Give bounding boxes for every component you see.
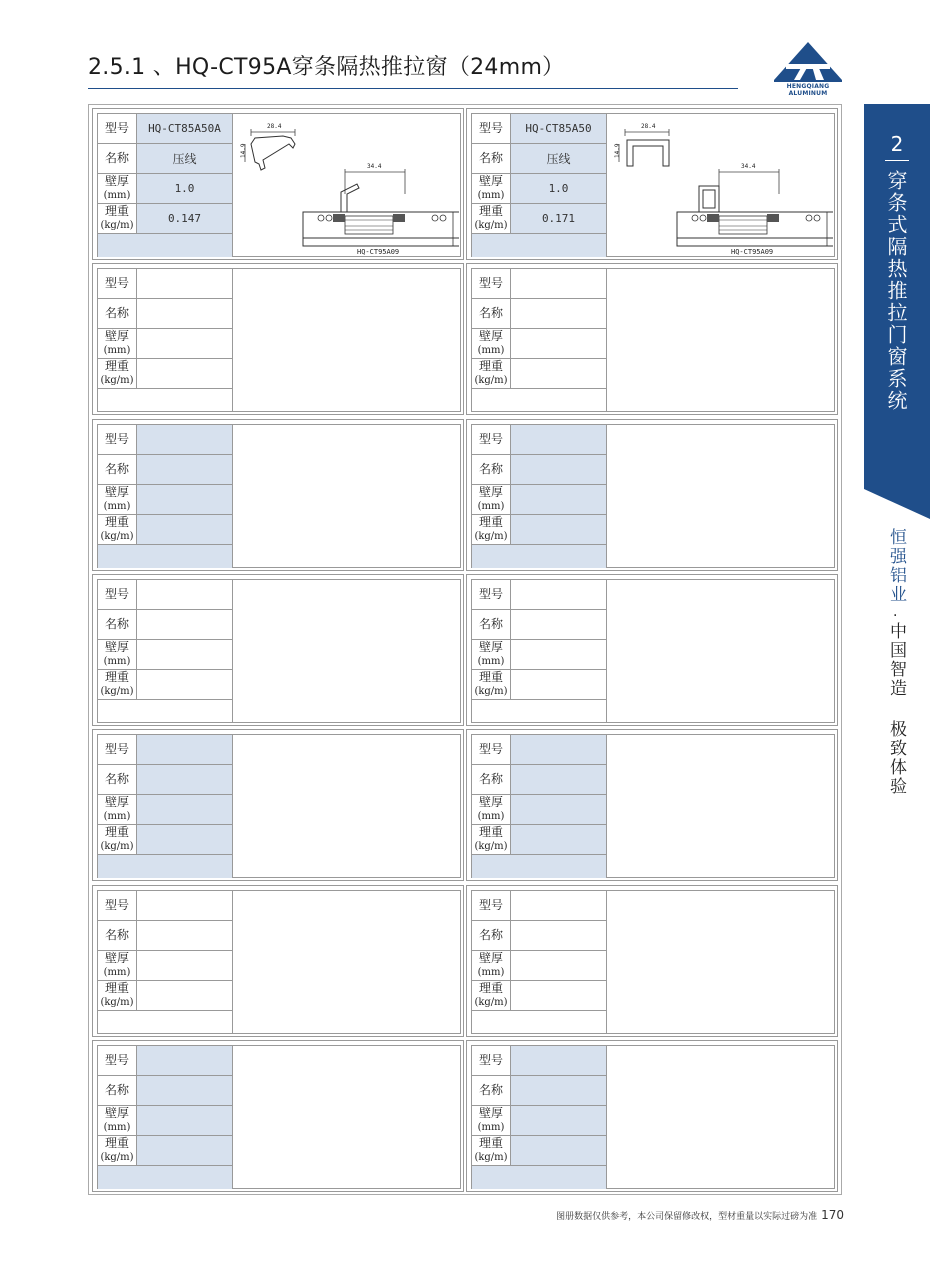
dim-side: 14.9 [240,143,247,158]
spec-table [97,113,233,257]
model-label: 型号 [472,735,511,765]
thickness-label [472,1106,511,1136]
weight-label-text: 理重 [104,825,129,839]
thickness-label-text: 壁厚 [478,951,503,965]
thickness-label [98,640,137,670]
weight-label-text: 理重 [478,1136,503,1150]
weight-unit: (kg/m) [474,1152,508,1163]
profile-drawing-area [607,734,835,878]
thickness-label [472,795,511,825]
thickness-value: 1.0 [511,174,607,204]
thickness-label [98,174,137,204]
name-label: 名称 [98,765,137,795]
weight-label-text: 理重 [478,670,503,684]
thickness-unit: (mm) [103,501,131,512]
spec-table [471,113,607,257]
thickness-label [98,951,137,981]
profile-card [466,885,838,1037]
spec-table [471,424,607,568]
profile-card [92,263,464,415]
spec-table-footer [98,234,233,257]
spec-table [471,1045,607,1189]
profile-drawing-area [233,1045,461,1189]
model-label: 型号 [98,580,137,610]
spec-table [471,890,607,1034]
thickness-unit: (mm) [477,656,505,667]
model-label: 型号 [472,114,511,144]
model-value [137,735,233,765]
slogan-tagline: 中国智造 极致体验 [886,622,906,796]
thickness-label [98,329,137,359]
spec-table-footer [472,234,607,257]
weight-value [137,825,233,855]
weight-label-text: 理重 [104,359,129,373]
thickness-label [472,485,511,515]
spec-table [97,579,233,723]
dim-top: 28.4 [641,123,656,130]
thickness-label-text: 壁厚 [104,174,129,188]
profile-drawing-area [233,424,461,568]
profile-card [92,574,464,726]
weight-label-text: 理重 [104,204,129,218]
clip-profile-drawing [614,123,669,166]
name-value [137,765,233,795]
profile-drawing-area [607,1045,835,1189]
model-value: HQ-CT85A50 [511,114,607,144]
thickness-label-text: 壁厚 [478,329,503,343]
thickness-value: 1.0 [137,174,233,204]
weight-unit: (kg/m) [100,997,134,1008]
thickness-label-text: 壁厚 [104,795,129,809]
profile-section-drawing [233,114,459,256]
name-label: 名称 [472,1076,511,1106]
spec-table-footer [98,389,233,412]
spec-table [471,579,607,723]
weight-value [511,981,607,1011]
profile-drawing-area [233,579,461,723]
spec-table-footer [472,700,607,723]
weight-label [472,359,511,389]
weight-value [137,981,233,1011]
profile-drawing-area [233,734,461,878]
thickness-label-text: 壁厚 [478,795,503,809]
thickness-unit: (mm) [477,190,505,201]
weight-unit: (kg/m) [474,997,508,1008]
thickness-value [511,640,607,670]
weight-unit: (kg/m) [474,841,508,852]
model-label: 型号 [472,580,511,610]
weight-value [511,1136,607,1166]
model-label: 型号 [472,891,511,921]
spec-table-footer [472,855,607,878]
name-label: 名称 [98,455,137,485]
weight-unit: (kg/m) [474,531,508,542]
weight-unit: (kg/m) [474,220,508,231]
name-label: 名称 [98,299,137,329]
thickness-label-text: 壁厚 [478,485,503,499]
profile-section-drawing [607,114,833,256]
spec-table-footer [98,1166,233,1189]
weight-value: 0.171 [511,204,607,234]
weight-label [98,670,137,700]
thickness-value [511,329,607,359]
dim-side: 14.9 [614,143,621,158]
weight-unit: (kg/m) [100,375,134,386]
spec-table [97,1045,233,1189]
profile-card [466,729,838,881]
footer-note: 图册数据仅供参考，本公司保留修改权，型材重量以实际过磅为准 [556,1212,818,1222]
weight-label [98,204,137,234]
thickness-label [472,329,511,359]
model-value [137,1046,233,1076]
spec-table-footer [472,389,607,412]
weight-value [511,825,607,855]
model-value [511,1046,607,1076]
thickness-label-text: 壁厚 [104,329,129,343]
chapter-divider [885,160,909,161]
weight-unit: (kg/m) [100,686,134,697]
weight-unit: (kg/m) [474,375,508,386]
thickness-unit: (mm) [103,811,131,822]
spec-table-footer [472,545,607,568]
model-label: 型号 [472,425,511,455]
weight-value [511,515,607,545]
model-value [137,425,233,455]
weight-label [472,515,511,545]
model-label: 型号 [98,269,137,299]
title-underline [88,88,738,89]
name-value [511,299,607,329]
thickness-value [511,1106,607,1136]
model-value: HQ-CT85A50A [137,114,233,144]
model-value [137,891,233,921]
model-label: 型号 [98,425,137,455]
page-number: 170 [821,1208,844,1222]
name-label: 名称 [472,455,511,485]
name-value [137,299,233,329]
profile-card [466,574,838,726]
name-label: 名称 [98,610,137,640]
chapter-title: 穿条式隔热推拉门窗系统 [884,170,908,412]
thickness-unit: (mm) [103,345,131,356]
frame-profile-drawing [303,163,459,256]
thickness-label-text: 壁厚 [104,485,129,499]
dim-mid: 34.4 [367,163,382,170]
weight-label-text: 理重 [104,515,129,529]
thickness-label-text: 壁厚 [478,1106,503,1120]
name-label: 名称 [98,921,137,951]
weight-value: 0.147 [137,204,233,234]
weight-label [472,825,511,855]
weight-label-text: 理重 [104,1136,129,1150]
weight-value [137,670,233,700]
name-value [137,610,233,640]
weight-label [98,825,137,855]
model-value [511,269,607,299]
page-footer [520,1208,844,1222]
weight-unit: (kg/m) [474,686,508,697]
weight-label-text: 理重 [478,981,503,995]
thickness-unit: (mm) [103,967,131,978]
spec-table-footer [98,700,233,723]
profile-drawing-area [607,890,835,1034]
weight-label [472,1136,511,1166]
profile-card [466,263,838,415]
profile-card [466,1040,838,1192]
thickness-label-text: 壁厚 [478,640,503,654]
name-value [511,1076,607,1106]
weight-value [511,359,607,389]
weight-label-text: 理重 [104,670,129,684]
weight-unit: (kg/m) [100,841,134,852]
part-label: HQ-CT95A09 [357,248,400,256]
profile-drawing-area [607,268,835,412]
profile-card [92,1040,464,1192]
name-value [137,921,233,951]
profile-card [466,419,838,571]
name-label: 名称 [472,610,511,640]
profile-drawing-area [607,424,835,568]
thickness-label [98,1106,137,1136]
spec-table [97,890,233,1034]
spec-table [97,734,233,878]
name-value [511,455,607,485]
weight-value [137,1136,233,1166]
weight-unit: (kg/m) [100,220,134,231]
thickness-value [137,1106,233,1136]
model-value [137,269,233,299]
clip-profile-drawing [240,123,295,170]
name-value [511,921,607,951]
frame-profile-drawing [677,163,833,256]
thickness-value [137,951,233,981]
model-value [511,735,607,765]
weight-label [98,1136,137,1166]
weight-label [472,204,511,234]
thickness-unit: (mm) [477,501,505,512]
profile-drawing-area [607,113,835,257]
spec-table-footer [472,1011,607,1034]
logo-wordmark: HENGQIANG ALUMINUM [786,83,830,97]
thickness-value [511,795,607,825]
slogan-brand: 恒强铝业 [886,528,906,604]
profile-drawing-area [607,579,835,723]
weight-label [472,670,511,700]
thickness-unit: (mm) [103,1122,131,1133]
thickness-label-text: 壁厚 [104,1106,129,1120]
thickness-label [472,951,511,981]
model-label: 型号 [98,891,137,921]
thickness-value [511,485,607,515]
profile-drawing-area [233,890,461,1034]
spec-table [471,734,607,878]
profile-card [92,885,464,1037]
spec-table [471,268,607,412]
thickness-value [137,329,233,359]
model-label: 型号 [98,114,137,144]
weight-label-text: 理重 [478,825,503,839]
weight-unit: (kg/m) [100,1152,134,1163]
weight-label-text: 理重 [478,359,503,373]
name-value: 压线 [137,144,233,174]
profile-drawing-area [233,113,461,257]
thickness-value [137,485,233,515]
thickness-unit: (mm) [103,190,131,201]
spec-table-footer [98,855,233,878]
weight-label [472,981,511,1011]
thickness-label-text: 壁厚 [104,951,129,965]
model-value [137,580,233,610]
page-title: 2.5.1 、HQ-CT95A穿条隔热推拉窗（24mm） [88,55,565,80]
weight-value [137,515,233,545]
profile-card [92,108,464,260]
model-value [511,425,607,455]
name-label: 名称 [98,144,137,174]
spec-table-footer [98,1011,233,1034]
weight-label [98,515,137,545]
weight-unit: (kg/m) [100,531,134,542]
thickness-value [137,640,233,670]
model-value [511,580,607,610]
thickness-label [472,640,511,670]
thickness-label [98,485,137,515]
spec-table-footer [472,1166,607,1189]
thickness-label [472,174,511,204]
name-label: 名称 [98,1076,137,1106]
name-label: 名称 [472,765,511,795]
weight-label-text: 理重 [104,981,129,995]
chapter-number: 2 [890,132,904,156]
weight-value [137,359,233,389]
spec-table [97,268,233,412]
name-label: 名称 [472,921,511,951]
profile-card [466,108,838,260]
model-label: 型号 [98,735,137,765]
name-label: 名称 [472,299,511,329]
dim-top: 28.4 [267,123,282,130]
name-value [137,455,233,485]
weight-value [511,670,607,700]
weight-label-text: 理重 [478,515,503,529]
name-label: 名称 [472,144,511,174]
spec-table [97,424,233,568]
weight-label-text: 理重 [478,204,503,218]
thickness-unit: (mm) [103,656,131,667]
part-label: HQ-CT95A09 [731,248,774,256]
thickness-label-text: 壁厚 [104,640,129,654]
spec-table-footer [98,545,233,568]
model-label: 型号 [98,1046,137,1076]
thickness-label [98,795,137,825]
weight-label [98,359,137,389]
thickness-unit: (mm) [477,811,505,822]
name-value [511,610,607,640]
profile-card [92,419,464,571]
profile-drawing-area [233,268,461,412]
model-label: 型号 [472,1046,511,1076]
thickness-unit: (mm) [477,967,505,978]
slogan-separator: · [893,608,898,624]
dim-mid: 34.4 [741,163,756,170]
thickness-unit: (mm) [477,345,505,356]
thickness-unit: (mm) [477,1122,505,1133]
thickness-value [511,951,607,981]
name-value [511,765,607,795]
thickness-value [137,795,233,825]
model-label: 型号 [472,269,511,299]
profile-card [92,729,464,881]
model-value [511,891,607,921]
name-value: 压线 [511,144,607,174]
weight-label [98,981,137,1011]
name-value [137,1076,233,1106]
thickness-label-text: 壁厚 [478,174,503,188]
